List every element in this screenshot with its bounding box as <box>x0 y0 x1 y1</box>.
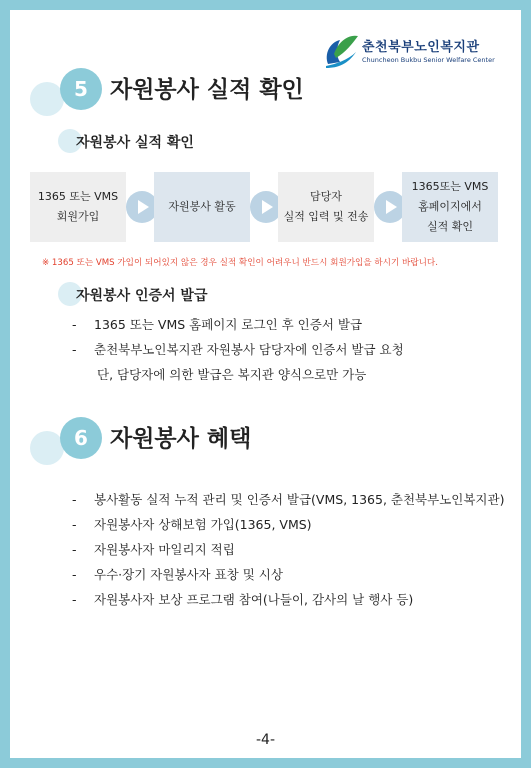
list-item-text: 봉사활동 실적 누적 관리 및 인증서 발급(VMS, 1365, 춘천북부노인복지관) <box>94 492 505 507</box>
flow-step-text: 자원봉사 활동 <box>168 200 236 213</box>
document-page <box>10 10 521 758</box>
flow-step-text: 1365 또는 VMS <box>37 190 119 203</box>
list-item-text: 1365 또는 VMS 홈페이지 로그인 후 인증서 발급 <box>94 317 363 332</box>
flow-step <box>402 172 498 242</box>
list-item-text: 단, 담당자에 의한 발급은 복지관 양식으로만 가능 <box>97 367 367 382</box>
warning-note: ※ 1365 또는 VMS 가입이 되어있지 않은 경우 실적 확인이 어려우니 반드시 회원가입을 하시기 바랍니다. <box>42 258 438 268</box>
section-number-badge: 5 <box>60 68 102 110</box>
subsection-heading <box>50 129 350 157</box>
list-item-text: 춘천북부노인복지관 자원봉사 담당자에 인증서 발급 요청 <box>94 342 404 357</box>
flow-step <box>30 172 126 242</box>
list-dash: - <box>72 342 77 357</box>
list-dash: - <box>72 517 77 532</box>
flow-step <box>278 172 374 242</box>
subsection-heading <box>50 282 350 310</box>
section-5-heading <box>30 68 470 118</box>
flow-step-text: 1365또는 VMS <box>411 180 489 193</box>
section-6-heading <box>30 417 470 467</box>
list-item-text: 자원봉사자 보상 프로그램 참여(나들이, 감사의 날 행사 등) <box>94 592 414 607</box>
flow-step <box>154 172 250 242</box>
list-dash: - <box>72 592 77 607</box>
list-dash: - <box>72 492 77 507</box>
list-item-text: 자원봉사자 상해보험 가입(1365, VMS) <box>94 517 312 532</box>
flow-step-text: 홈페이지에서 <box>418 200 482 213</box>
list-item-text: 자원봉사자 마일리지 적립 <box>94 542 235 557</box>
section-title: 자원봉사 실적 확인 <box>110 77 304 103</box>
flow-step-text: 담당자 <box>310 190 342 203</box>
subsection-title: 자원봉사 인증서 발급 <box>76 288 208 304</box>
flow-step-text: 실적 확인 <box>426 220 473 233</box>
page-number: -4- <box>255 732 275 748</box>
flow-step-text: 실적 입력 및 전송 <box>283 210 369 223</box>
logo-name-ko: 춘천북부노인복지관 <box>362 40 480 55</box>
subsection-title: 자원봉사 실적 확인 <box>76 135 194 151</box>
process-flow <box>30 172 500 244</box>
bubble-decoration <box>30 82 64 116</box>
section-title: 자원봉사 혜택 <box>110 426 252 452</box>
logo-name-en: Chuncheon Bukbu Senior Welfare Center <box>362 56 495 64</box>
logo-leaf-icon <box>322 30 360 70</box>
section-number-badge: 6 <box>60 417 102 459</box>
flow-step-text: 회원가입 <box>56 210 100 223</box>
bubble-decoration <box>30 431 64 465</box>
list-item-text: 우수·장기 자원봉사자 표창 및 시상 <box>94 567 283 582</box>
list-dash: - <box>72 317 77 332</box>
list-dash: - <box>72 542 77 557</box>
list-dash: - <box>72 567 77 582</box>
